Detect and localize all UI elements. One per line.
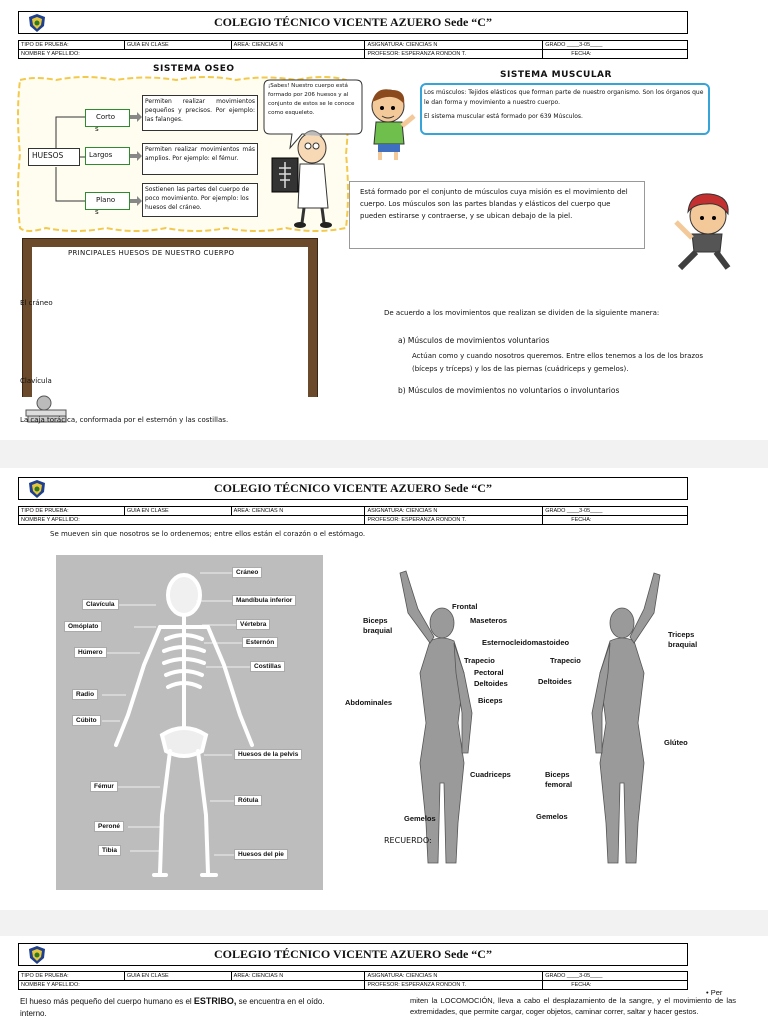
fecha: FECHA: [543,981,688,990]
grado: GRADO ____3-05____ [543,507,688,516]
movimientos-intro: De acuerdo a los movimientos que realizan se dividen de la siguiente manera: [384,309,660,317]
label-maseteros: Maseteros [470,616,508,625]
tipo-prueba: TIPO DE PRUEBA: [19,972,125,981]
label-gemelos: Gemelos [404,814,436,823]
boy-illustration [358,86,424,162]
asignatura: ASIGNATURA: CIENCIAS N [365,507,543,516]
label-trapecio: Trapecio [464,656,495,665]
bullet-per: • Per [706,988,723,997]
profesor: PROFESOR: ESPERANZA RONDON T. [365,50,543,59]
label-femur: Fémur [90,781,118,792]
label-perone: Peroné [94,821,124,832]
info-table [18,40,688,59]
page-3 [0,936,768,1024]
child-helmet-illustration [666,192,740,274]
arrow-icon [130,112,142,122]
bone-desc-largos: Permiten realizar movimientos más amplios. Por ejemplo: el fémur. [142,143,258,175]
info-table [18,971,688,990]
muscular-def-1: Los músculos: Tejidos elásticos que forman parte de nuestro organismo. Son los órganos que le dan forma y movimiento a nuestro cuerpo. [424,89,704,106]
profesor: PROFESOR: ESPERANZA RONDON T. [365,516,543,525]
locomocion-text: miten la LOCOMOCIÓN, lleva a cabo el desplazamiento de la sangre, y el movimiento de las extremidades, que permite cargar, coger objetos, caminar correr, saltar y hacer gestos. [410,996,736,1016]
label-craneo: Cráneo [232,567,262,578]
nombre: NOMBRE Y APELLIDO: [19,50,365,59]
estribo-text: El hueso más pequeño del cuerpo humano es el ESTRIBO, se encuentra en el oído. interno. [20,996,325,1018]
nombre: NOMBRE Y APELLIDO: [19,516,365,525]
board-list: El cráneo Clavícula La caja torácica, conformada por el esternón y las costillas. [20,299,229,424]
label-triceps: Triceps braquial [668,630,698,649]
asignatura: ASIGNATURA: CIENCIAS N [365,972,543,981]
label-cuadriceps: Cuadriceps [470,770,511,779]
involuntarios-desc: Se mueven sin que nosotros se lo ordenemos; entre ellos están el corazón o el estómago. [50,530,366,538]
label-abdominales: Abdominales [345,698,393,707]
page-1: COLEGIO TÉCNICO VICENTE AZUERO Sede “C” TIPO DE PRUEBA: GUIA EN CLASE AREA: CIENCIAS N ASIGNATURA: CIENCIAS N GRADO ____3-05____ NOMBRE Y APELLIDO: PROFESOR: ESPERANZA RONDON T. FECHA: SISTEMA OSEO HUESOS Corto s Largos Plano s Permiten realizar movimientos pequeños y precisos. Por ejemplo: las falanges. Permiten realizar movimientos más amplios. Por ejemplo: el fémur. Sostienen las partes del cuerpo de poco movimiento. Por ejemplo: los huesos del cráneo. ¡Sabes! Nuestro cuerpo está formado por 206 huesos y al conjunto de estos se le conoce como esqueleto. SISTEMA MUSCULAR Los músculos: Tejidos elásticos que forman parte de nuestro organismo. Son los órganos que le dan forma y movimiento a nuestro cuerpo. El sistema muscular está formado por 639 Músculos. Está formado por el conjunto de músculos cuya misión es el movimiento del cuerpo. Los músculos son las partes blandas y elásticos del cuerpo que pueden estirarse y contraerse, y se ubican debajo de la piel. PRINCIPALES HUESOS DE NUESTRO CUERPO El cráneo Clavícula La caja torácica, conformada por el esternón y las costillas. De acuerdo a los movimientos que realizan se dividen de la siguiente manera: a) Músculos de movimientos voluntarios Actúan como y cuando nosotros queremos. Entre ellos tenemos a los de los brazos (bíceps y tríceps) y los de las piernas (cuádriceps y gemelos). b) Músculos de movimientos no voluntarios o involuntarios [0,0,768,440]
label-huesos-pie: Huesos del pie [234,849,288,860]
area: AREA: CIENCIAS N [231,507,365,516]
label-trapecio-back: Trapecio [550,656,581,665]
guia: GUIA EN CLASE [124,507,231,516]
bone-desc-corto: Permiten realizar movimientos pequeños y precisos. Por ejemplo: las falanges. [142,95,258,131]
asignatura: ASIGNATURA: CIENCIAS N [365,41,543,50]
huesos-box: HUESOS [28,148,80,166]
skeleton-diagram [56,555,323,890]
label-gluteo: Glúteo [664,738,688,747]
guia: GUIA EN CLASE [124,41,231,50]
label-tibia: Tibia [98,845,121,856]
mov-involuntarios: b) Músculos de movimientos no voluntarios o involuntarios [398,386,620,395]
page-2 [0,468,768,910]
label-mandibula: Mandíbula inferior [232,595,296,606]
label-esternon: Esternón [242,637,278,648]
bone-branch-lines [55,115,87,205]
fecha: FECHA: [543,50,688,59]
label-biceps: Biceps [478,696,503,705]
formado-text: Está formado por el conjunto de músculos cuya misión es el movimiento del cuerpo. Los músculos son las partes blandas y elásticos del cuerpo que pueden estirarse y contraerse, y se ubican debajo de la piel. [349,181,645,249]
profesor: PROFESOR: ESPERANZA RONDON T. [365,981,543,990]
school-name: COLEGIO TÉCNICO VICENTE AZUERO Sede “C” [214,947,492,961]
label-deltoides: Deltoides [474,679,508,688]
recuerdo-label: RECUERDO: [384,836,432,845]
school-header [18,943,688,966]
grado: GRADO ____3-05____ [543,41,688,50]
arrow-icon [130,196,142,206]
label-radio: Radio [72,689,98,700]
doctor-skeleton-illustration [268,128,348,228]
fecha: FECHA: [543,516,688,525]
bone-desc-planos: Sostienen las partes del cuerpo de poco movimiento. Por ejemplo: los huesos del cráneo. [142,183,258,217]
area: AREA: CIENCIAS N [231,972,365,981]
mov-voluntarios-desc: Actúan como y cuando nosotros queremos. Entre ellos tenemos a los de los brazos (bíceps y tríceps) y los de las piernas (cuádriceps y gemelos). [412,352,704,373]
school-header [18,11,688,34]
school-name: COLEGIO TÉCNICO VICENTE AZUERO Sede “C” [214,481,492,495]
bone-type-corto: Corto [85,109,130,127]
school-header [18,477,688,500]
tipo-prueba: TIPO DE PRUEBA: [19,507,125,516]
oseo-title: SISTEMA OSEO [153,64,235,74]
label-pectoral: Pectoral [474,668,504,677]
label-deltoides-back: Deltoides [538,677,572,686]
sabes-text: ¡Sabes! Nuestro cuerpo está formado por 206 huesos y al conjunto de estos se le conoce como esqueleto. [268,83,355,116]
info-table [18,506,688,525]
label-esternocleidomastoideo: Esternocleidomastoideo [482,638,570,647]
board-title: PRINCIPALES HUESOS DE NUESTRO CUERPO [68,249,235,257]
label-humero: Húmero [74,647,107,658]
label-clavicula: Clavícula [82,599,119,610]
arrow-icon [130,151,142,161]
muscular-def-2: El sistema muscular está formado por 639 Músculos. [424,113,583,120]
tipo-prueba: TIPO DE PRUEBA: [19,41,125,50]
label-gemelos-back: Gemelos [536,812,568,821]
nombre: NOMBRE Y APELLIDO: [19,981,365,990]
label-rotula: Rótula [234,795,262,806]
muscle-figures-illustration [360,563,710,883]
label-omoplato: Omóplato [64,621,102,632]
label-biceps-femoral: Biceps femoral [545,770,573,789]
grado: GRADO ____3-05____ [543,972,688,981]
school-name: COLEGIO TÉCNICO VICENTE AZUERO Sede “C” [214,15,492,29]
label-vertebra: Vértebra [236,619,270,630]
mov-voluntarios: a) Músculos de movimientos voluntarios [398,336,550,345]
label-frontal: Frontal [452,602,478,611]
label-biceps-braquial: Biceps braquial [363,616,393,635]
muscular-title: SISTEMA MUSCULAR [500,70,612,80]
area: AREA: CIENCIAS N [231,41,365,50]
label-cubito: Cúbito [72,715,101,726]
guia: GUIA EN CLASE [124,972,231,981]
label-costillas: Costillas [250,661,285,672]
label-pelvis: Huesos de la pelvis [234,749,302,760]
bone-type-planos: Plano [85,192,130,210]
bone-type-largos: Largos [85,147,130,165]
